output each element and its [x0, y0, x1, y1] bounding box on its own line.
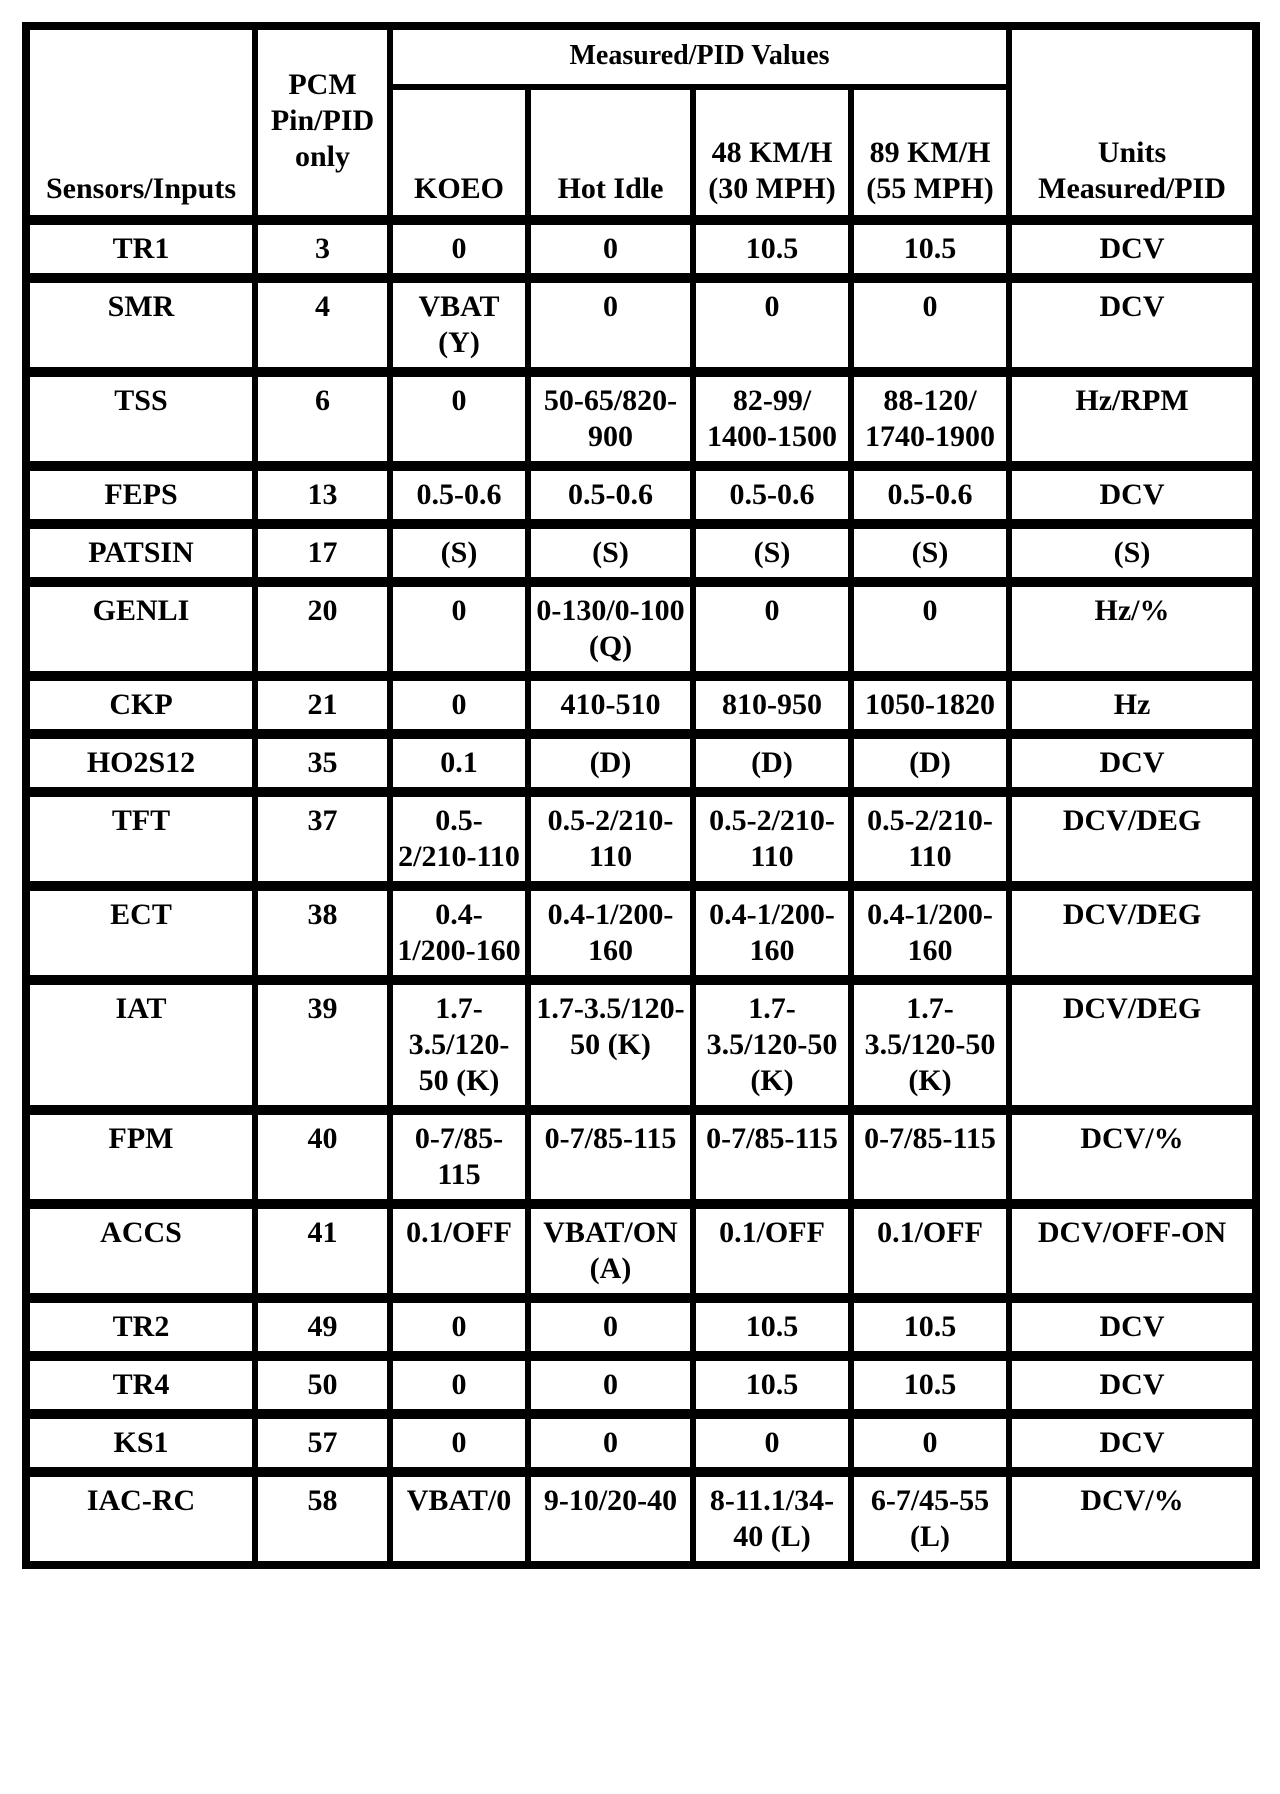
cell-speed-48: 0: [693, 1412, 851, 1470]
cell-hot-idle: 0: [528, 1412, 693, 1470]
cell-sensor: FPM: [27, 1108, 255, 1202]
header-pcm-pin: PCM Pin/PID only: [255, 27, 390, 218]
cell-units: DCV: [1009, 464, 1255, 522]
table-row: [27, 464, 1255, 522]
cell-pin: 13: [255, 464, 390, 522]
cell-speed-48: (S): [693, 522, 851, 580]
cell-units: DCV/%: [1009, 1108, 1255, 1202]
header-hot-idle: Hot Idle: [528, 87, 693, 218]
cell-koeo: 0: [390, 370, 528, 464]
table-row: [27, 1470, 1255, 1564]
cell-speed-89: 0.4-1/200-160: [851, 884, 1009, 978]
table-row: [27, 1108, 1255, 1202]
cell-koeo: 0: [390, 218, 528, 276]
cell-koeo: 1.7-3.5/120-50 (K): [390, 978, 528, 1108]
cell-speed-89: 10.5: [851, 1296, 1009, 1354]
cell-hot-idle: 0.5-0.6: [528, 464, 693, 522]
cell-hot-idle: VBAT/ON (A): [528, 1202, 693, 1296]
cell-units: DCV/DEG: [1009, 790, 1255, 884]
cell-units: DCV: [1009, 218, 1255, 276]
cell-units: Hz: [1009, 674, 1255, 732]
cell-pin: 35: [255, 732, 390, 790]
cell-speed-89: 0: [851, 1412, 1009, 1470]
cell-pin: 6: [255, 370, 390, 464]
cell-hot-idle: 0: [528, 1354, 693, 1412]
table-row: [27, 1202, 1255, 1296]
cell-sensor: SMR: [27, 276, 255, 370]
cell-sensor: TFT: [27, 790, 255, 884]
table-row: [27, 218, 1255, 276]
cell-koeo: 0.5-0.6: [390, 464, 528, 522]
table-row: [27, 522, 1255, 580]
cell-hot-idle: 0: [528, 218, 693, 276]
cell-pin: 40: [255, 1108, 390, 1202]
pcm-reference-values-table: [22, 22, 1260, 1569]
cell-sensor: KS1: [27, 1412, 255, 1470]
cell-units: DCV: [1009, 276, 1255, 370]
cell-speed-89: 1050-1820: [851, 674, 1009, 732]
cell-pin: 3: [255, 218, 390, 276]
cell-speed-48: 0.1/OFF: [693, 1202, 851, 1296]
cell-sensor: ECT: [27, 884, 255, 978]
cell-sensor: ACCS: [27, 1202, 255, 1296]
cell-pin: 17: [255, 522, 390, 580]
cell-sensor: TSS: [27, 370, 255, 464]
cell-speed-48: 1.7-3.5/120-50 (K): [693, 978, 851, 1108]
cell-speed-89: 0.5-0.6: [851, 464, 1009, 522]
cell-sensor: TR2: [27, 1296, 255, 1354]
cell-units: DCV/%: [1009, 1470, 1255, 1564]
cell-sensor: HO2S12: [27, 732, 255, 790]
table-row: [27, 884, 1255, 978]
cell-pin: 58: [255, 1470, 390, 1564]
cell-units: DCV/DEG: [1009, 884, 1255, 978]
cell-speed-89: 6-7/45-55 (L): [851, 1470, 1009, 1564]
cell-pin: 50: [255, 1354, 390, 1412]
table-row: [27, 276, 1255, 370]
cell-speed-89: 0-7/85-115: [851, 1108, 1009, 1202]
cell-speed-48: 82-99/ 1400-1500: [693, 370, 851, 464]
table-row: [27, 580, 1255, 674]
cell-koeo: (S): [390, 522, 528, 580]
cell-hot-idle: 0.4-1/200-160: [528, 884, 693, 978]
table-row: [27, 1296, 1255, 1354]
cell-koeo: 0: [390, 1296, 528, 1354]
cell-hot-idle: 0: [528, 276, 693, 370]
header-koeo: KOEO: [390, 87, 528, 218]
cell-pin: 38: [255, 884, 390, 978]
cell-speed-48: 0: [693, 580, 851, 674]
cell-speed-89: (S): [851, 522, 1009, 580]
cell-pin: 21: [255, 674, 390, 732]
cell-units: Hz/%: [1009, 580, 1255, 674]
cell-speed-48: 0: [693, 276, 851, 370]
cell-speed-89: 88-120/ 1740-1900: [851, 370, 1009, 464]
cell-units: DCV: [1009, 1296, 1255, 1354]
cell-speed-48: 8-11.1/34-40 (L): [693, 1470, 851, 1564]
table-row: [27, 978, 1255, 1108]
cell-koeo: 0.1/OFF: [390, 1202, 528, 1296]
cell-hot-idle: 0-130/0-100 (Q): [528, 580, 693, 674]
cell-speed-48: 0.4-1/200-160: [693, 884, 851, 978]
cell-koeo: 0: [390, 674, 528, 732]
cell-koeo: 0-7/85-115: [390, 1108, 528, 1202]
cell-speed-89: 0: [851, 276, 1009, 370]
table-row: [27, 1412, 1255, 1470]
table-row: [27, 732, 1255, 790]
cell-hot-idle: 0-7/85-115: [528, 1108, 693, 1202]
cell-speed-48: (D): [693, 732, 851, 790]
cell-speed-48: 0.5-0.6: [693, 464, 851, 522]
cell-sensor: PATSIN: [27, 522, 255, 580]
cell-koeo: 0.4-1/200-160: [390, 884, 528, 978]
cell-speed-89: (D): [851, 732, 1009, 790]
cell-speed-48: 10.5: [693, 1354, 851, 1412]
cell-units: DCV: [1009, 732, 1255, 790]
cell-speed-89: 10.5: [851, 218, 1009, 276]
cell-units: DCV/OFF-ON: [1009, 1202, 1255, 1296]
cell-hot-idle: (S): [528, 522, 693, 580]
cell-sensor: FEPS: [27, 464, 255, 522]
cell-hot-idle: 50-65/820-900: [528, 370, 693, 464]
cell-pin: 57: [255, 1412, 390, 1470]
cell-speed-48: 10.5: [693, 218, 851, 276]
header-speed-89: 89 KM/H (55 MPH): [851, 87, 1009, 218]
header-sensors-inputs: Sensors/Inputs: [27, 27, 255, 218]
cell-koeo: VBAT/0: [390, 1470, 528, 1564]
cell-hot-idle: 9-10/20-40: [528, 1470, 693, 1564]
cell-sensor: IAT: [27, 978, 255, 1108]
cell-units: DCV/DEG: [1009, 978, 1255, 1108]
cell-speed-89: 0.1/OFF: [851, 1202, 1009, 1296]
cell-speed-48: 0-7/85-115: [693, 1108, 851, 1202]
cell-koeo: VBAT (Y): [390, 276, 528, 370]
cell-koeo: 0: [390, 1412, 528, 1470]
table-row: [27, 1354, 1255, 1412]
cell-koeo: 0.5-2/210-110: [390, 790, 528, 884]
cell-koeo: 0: [390, 580, 528, 674]
table-row: [27, 674, 1255, 732]
cell-pin: 39: [255, 978, 390, 1108]
cell-speed-89: 1.7-3.5/120-50 (K): [851, 978, 1009, 1108]
cell-speed-89: 0.5-2/210-110: [851, 790, 1009, 884]
cell-koeo: 0.1: [390, 732, 528, 790]
cell-sensor: TR1: [27, 218, 255, 276]
table-row: [27, 370, 1255, 464]
cell-pin: 49: [255, 1296, 390, 1354]
cell-speed-89: 10.5: [851, 1354, 1009, 1412]
cell-pin: 37: [255, 790, 390, 884]
cell-units: Hz/RPM: [1009, 370, 1255, 464]
cell-koeo: 0: [390, 1354, 528, 1412]
cell-sensor: TR4: [27, 1354, 255, 1412]
cell-speed-48: 10.5: [693, 1296, 851, 1354]
cell-sensor: IAC-RC: [27, 1470, 255, 1564]
cell-hot-idle: 410-510: [528, 674, 693, 732]
cell-units: DCV: [1009, 1412, 1255, 1470]
cell-sensor: GENLI: [27, 580, 255, 674]
cell-speed-48: 810-950: [693, 674, 851, 732]
cell-pin: 20: [255, 580, 390, 674]
cell-pin: 4: [255, 276, 390, 370]
cell-hot-idle: 1.7-3.5/120-50 (K): [528, 978, 693, 1108]
cell-sensor: CKP: [27, 674, 255, 732]
cell-hot-idle: 0: [528, 1296, 693, 1354]
cell-speed-89: 0: [851, 580, 1009, 674]
cell-units: (S): [1009, 522, 1255, 580]
header-units-measured: Units Measured/PID: [1009, 27, 1255, 218]
cell-pin: 41: [255, 1202, 390, 1296]
pcm-reference-values-sheet: [22, 22, 1250, 1569]
header-speed-48: 48 KM/H (30 MPH): [693, 87, 851, 218]
header-measured-pid-values: Measured/PID Values: [390, 27, 1009, 87]
cell-hot-idle: 0.5-2/210-110: [528, 790, 693, 884]
table-row: [27, 790, 1255, 884]
cell-speed-48: 0.5-2/210-110: [693, 790, 851, 884]
cell-hot-idle: (D): [528, 732, 693, 790]
cell-units: DCV: [1009, 1354, 1255, 1412]
